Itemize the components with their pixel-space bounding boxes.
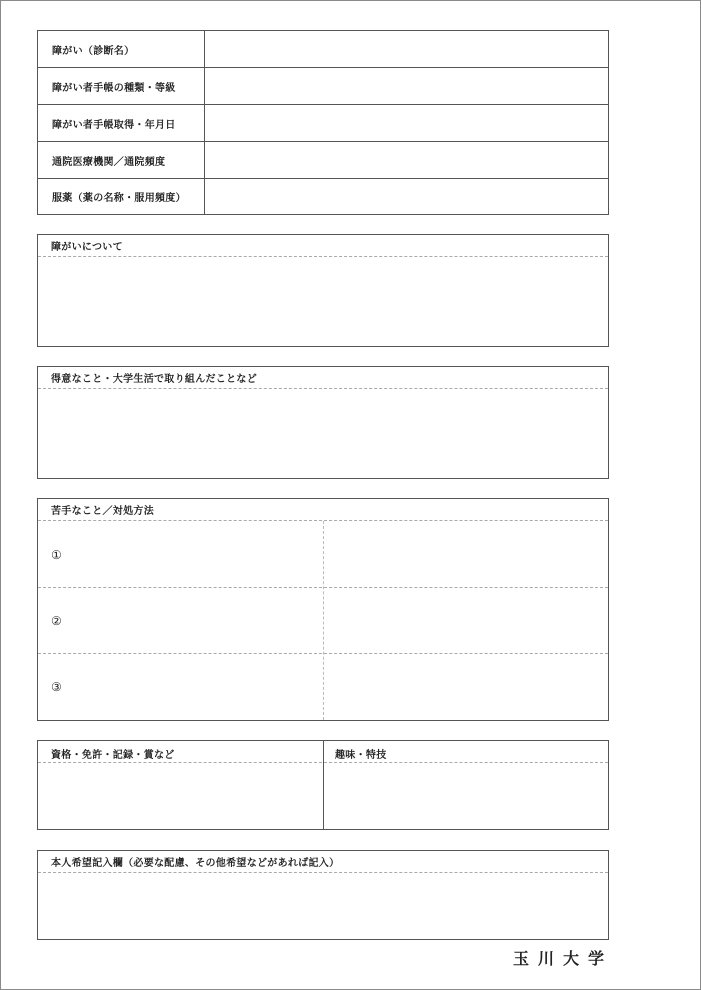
institution-name: 玉川大学: [513, 949, 614, 968]
qualifications-field[interactable]: [38, 763, 323, 829]
weakness-field-2[interactable]: [38, 588, 323, 653]
weakness-field-3[interactable]: [38, 654, 323, 720]
handbook-type-field[interactable]: [205, 68, 608, 104]
disability-section-title: 障がいについて: [38, 235, 608, 257]
medication-field[interactable]: [205, 179, 608, 214]
coping-field-3[interactable]: [324, 654, 608, 720]
disability-section: [37, 234, 609, 347]
item-number-1: ①: [51, 548, 62, 562]
qualifications-title: 資格・免許・記録・賞など: [51, 750, 175, 761]
requests-section-title: 本人希望記入欄（必要な配慮、その他希望などがあれば記入）: [38, 851, 608, 873]
weaknesses-section: [37, 498, 609, 721]
item-number-3: ③: [51, 680, 62, 694]
coping-field-1[interactable]: [324, 521, 608, 587]
diagnosis-field[interactable]: [205, 31, 608, 67]
personal-info-table: [37, 30, 609, 215]
info-row-hospital: [38, 142, 608, 179]
strengths-section: [37, 366, 609, 479]
item-number-2: ②: [51, 614, 62, 628]
handbook-date-field[interactable]: [205, 105, 608, 141]
weakness-field-1[interactable]: [38, 521, 323, 587]
requests-section: [37, 850, 609, 940]
requests-field[interactable]: [38, 873, 608, 939]
info-row-handbook-type: [38, 68, 608, 105]
qualifications-hobbies-section: [37, 740, 609, 830]
diagnosis-label: 障がい（診断名）: [38, 31, 205, 67]
hospital-label: 通院医療機関／通院頻度: [38, 142, 205, 178]
hobbies-field[interactable]: [324, 763, 608, 829]
strengths-field[interactable]: [38, 389, 608, 478]
info-row-handbook-date: [38, 105, 608, 142]
medication-label: 服薬（薬の名称・服用頻度）: [38, 179, 205, 214]
handbook-date-label: 障がい者手帳取得・年月日: [38, 105, 205, 141]
hobbies-title: 趣味・特技: [335, 750, 387, 761]
info-row-diagnosis: [38, 31, 608, 68]
weaknesses-section-title: 苦手なこと／対処方法: [38, 499, 608, 521]
disability-field[interactable]: [38, 257, 608, 346]
info-row-medication: [38, 179, 608, 214]
strengths-section-title: 得意なこと・大学生活で取り組んだことなど: [38, 367, 608, 389]
hospital-field[interactable]: [205, 142, 608, 178]
coping-field-2[interactable]: [324, 588, 608, 653]
handbook-type-label: 障がい者手帳の種類・等級: [38, 68, 205, 104]
